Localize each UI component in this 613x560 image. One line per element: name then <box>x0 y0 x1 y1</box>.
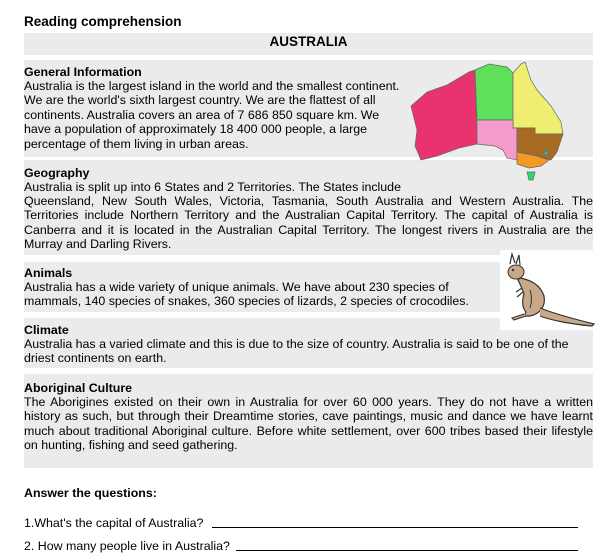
answer-line-1[interactable] <box>212 527 578 528</box>
section-heading-climate: Climate <box>24 323 69 337</box>
section-heading-geography: Geography <box>24 166 90 180</box>
section-text-climate: Australia has a varied climate and this is due to the size of country. Australia is said to be one of the driest continents on earth. <box>24 337 569 366</box>
text-line: continents. Australia covers an area of 7 686 850 square km. We <box>24 107 380 122</box>
text-line: have a population of approximately 18 400 000 people, a large <box>24 122 368 137</box>
question-2: 2. How many people live in Australia? <box>24 539 230 553</box>
kangaroo-icon <box>500 250 598 330</box>
text-line: Australia has a wide variety of unique animals. We have about 230 species of <box>24 280 449 294</box>
section-text-animals <box>24 280 469 309</box>
map-region-sa <box>477 120 517 160</box>
section-text-general <box>24 79 399 151</box>
answer-line-2[interactable] <box>236 550 578 551</box>
map-region-tas <box>527 172 535 180</box>
australia-map-icon <box>407 60 593 188</box>
section-text-aboriginal: The Aborigines existed on their own in Australia for over 60 000 years. They do not have a written history as such, but through their Dreamtime stories, cave paintings, music and dance we have learnt much about traditional Aboriginal culture. Before white settlement, over 600 tribes based their lifestyle on hunting, fishing and seed gathering. <box>24 395 593 453</box>
text-line: percentage of them living in urban areas. <box>24 136 249 151</box>
worksheet-heading: Reading comprehension <box>24 14 182 29</box>
map-region-nt <box>475 64 513 120</box>
text-line: We are the world's sixth largest country. We are the flattest of all <box>24 93 376 108</box>
text-line: Australia is the largest island in the world and the smallest continent. <box>24 79 400 93</box>
section-heading-general: General Information <box>24 65 142 79</box>
section-text-geography-first: Australia is split up into 6 States and 2 Territories. The States include <box>24 180 401 194</box>
map-region-qld <box>513 62 563 134</box>
section-text-geography: Queensland, New South Wales, Victoria, Tasmania, South Australia and Western Australia. The Territories include Northern Territory and the Australian Capital Territory. The capital of Australia is Canberra and it is located in the Australian Capital Territory. The longest rivers in Australia are the Murray and Darling Rivers. <box>24 194 593 252</box>
questions-heading: Answer the questions: <box>24 486 157 500</box>
map-region-wa <box>411 70 477 160</box>
section-heading-animals: Animals <box>24 266 73 280</box>
map-region-act <box>544 151 548 155</box>
page-title: AUSTRALIA <box>24 33 593 55</box>
section-heading-aboriginal: Aboriginal Culture <box>24 381 133 395</box>
question-1: 1.What's the capital of Australia? <box>24 516 204 530</box>
text-line: mammals, 140 species of snakes, 360 species of lizards, 2 species of crocodiles. <box>24 294 469 309</box>
